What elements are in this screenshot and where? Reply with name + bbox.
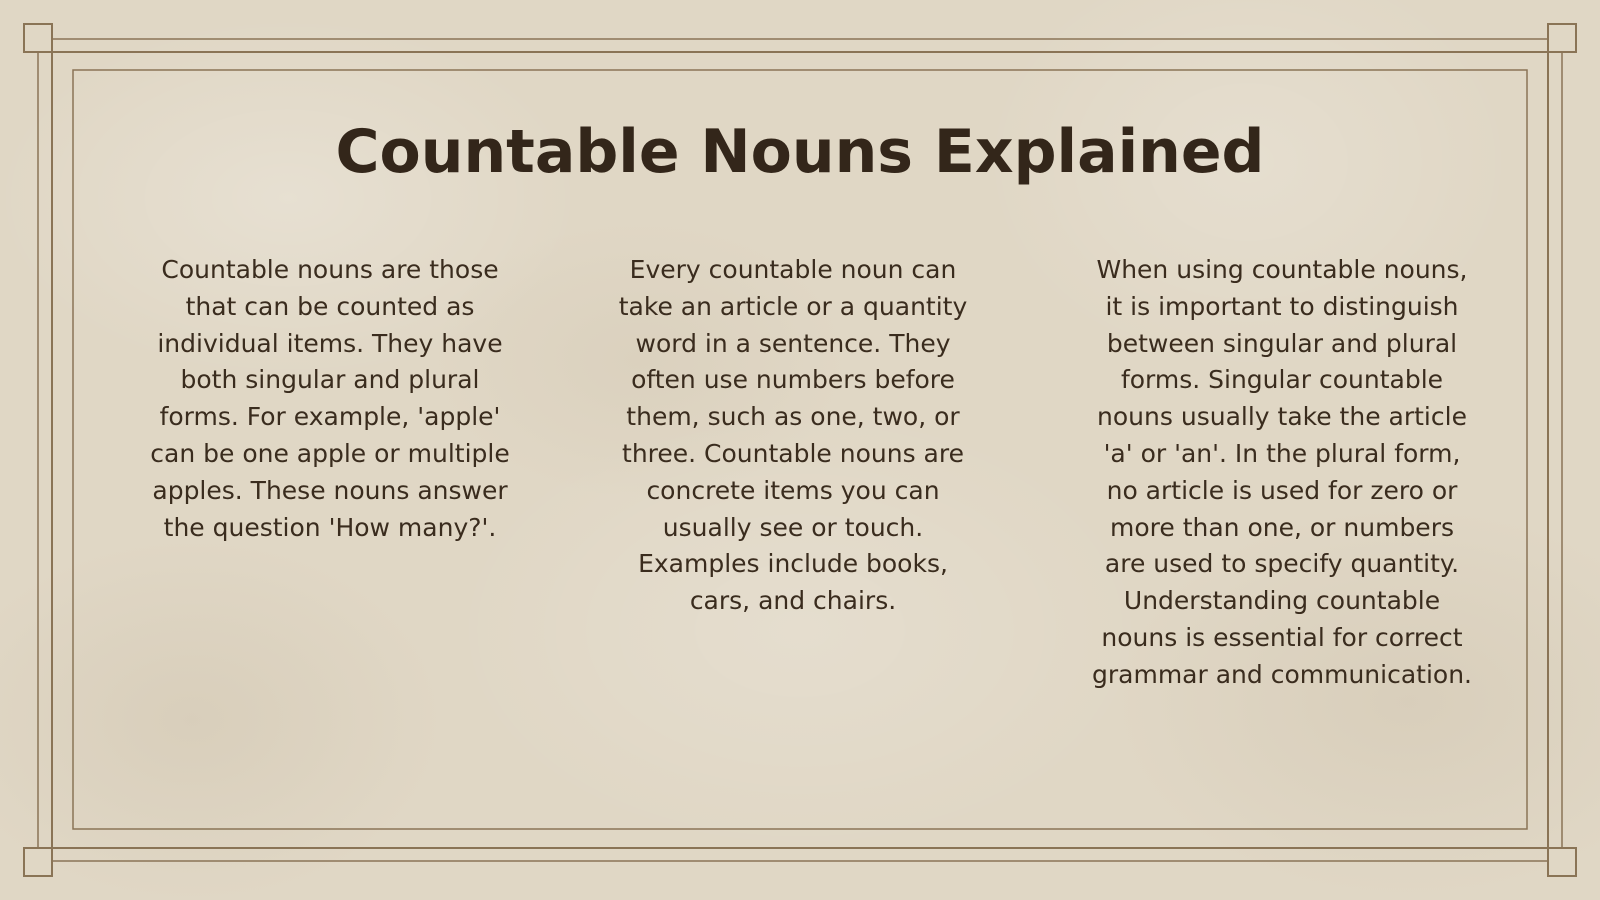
column-text-2: Every countable noun can take an article or a quantity word in a sentence. They often use numbers before them, such as one, two, or three. Countable nouns are concrete items you can usually see or touch. Examples include books, cars, and chairs. (618, 255, 968, 616)
corner-square-bottom-left (24, 848, 52, 876)
column-text-3: When using countable nouns, it is important to distinguish between singular and plural forms. Singular countable nouns usually take the article 'a' or 'an'. In the plural form, no article is used for zero or more than one, or numbers are used to specify quantity. Understanding countable nouns is essential for correct grammar and communication. (1092, 255, 1472, 689)
corner-square-top-right (1548, 24, 1576, 52)
corner-square-bottom-right (1548, 848, 1576, 876)
column-text-1: Countable nouns are those that can be counted as individual items. They have both singular and plural forms. For example, 'apple' can be one apple or multiple apples. These nouns answer the question 'How many?'. (150, 255, 510, 542)
slide-content (74, 70, 1526, 828)
slide-title: Countable Nouns Explained (335, 117, 1265, 187)
corner-square-top-left (24, 24, 52, 52)
